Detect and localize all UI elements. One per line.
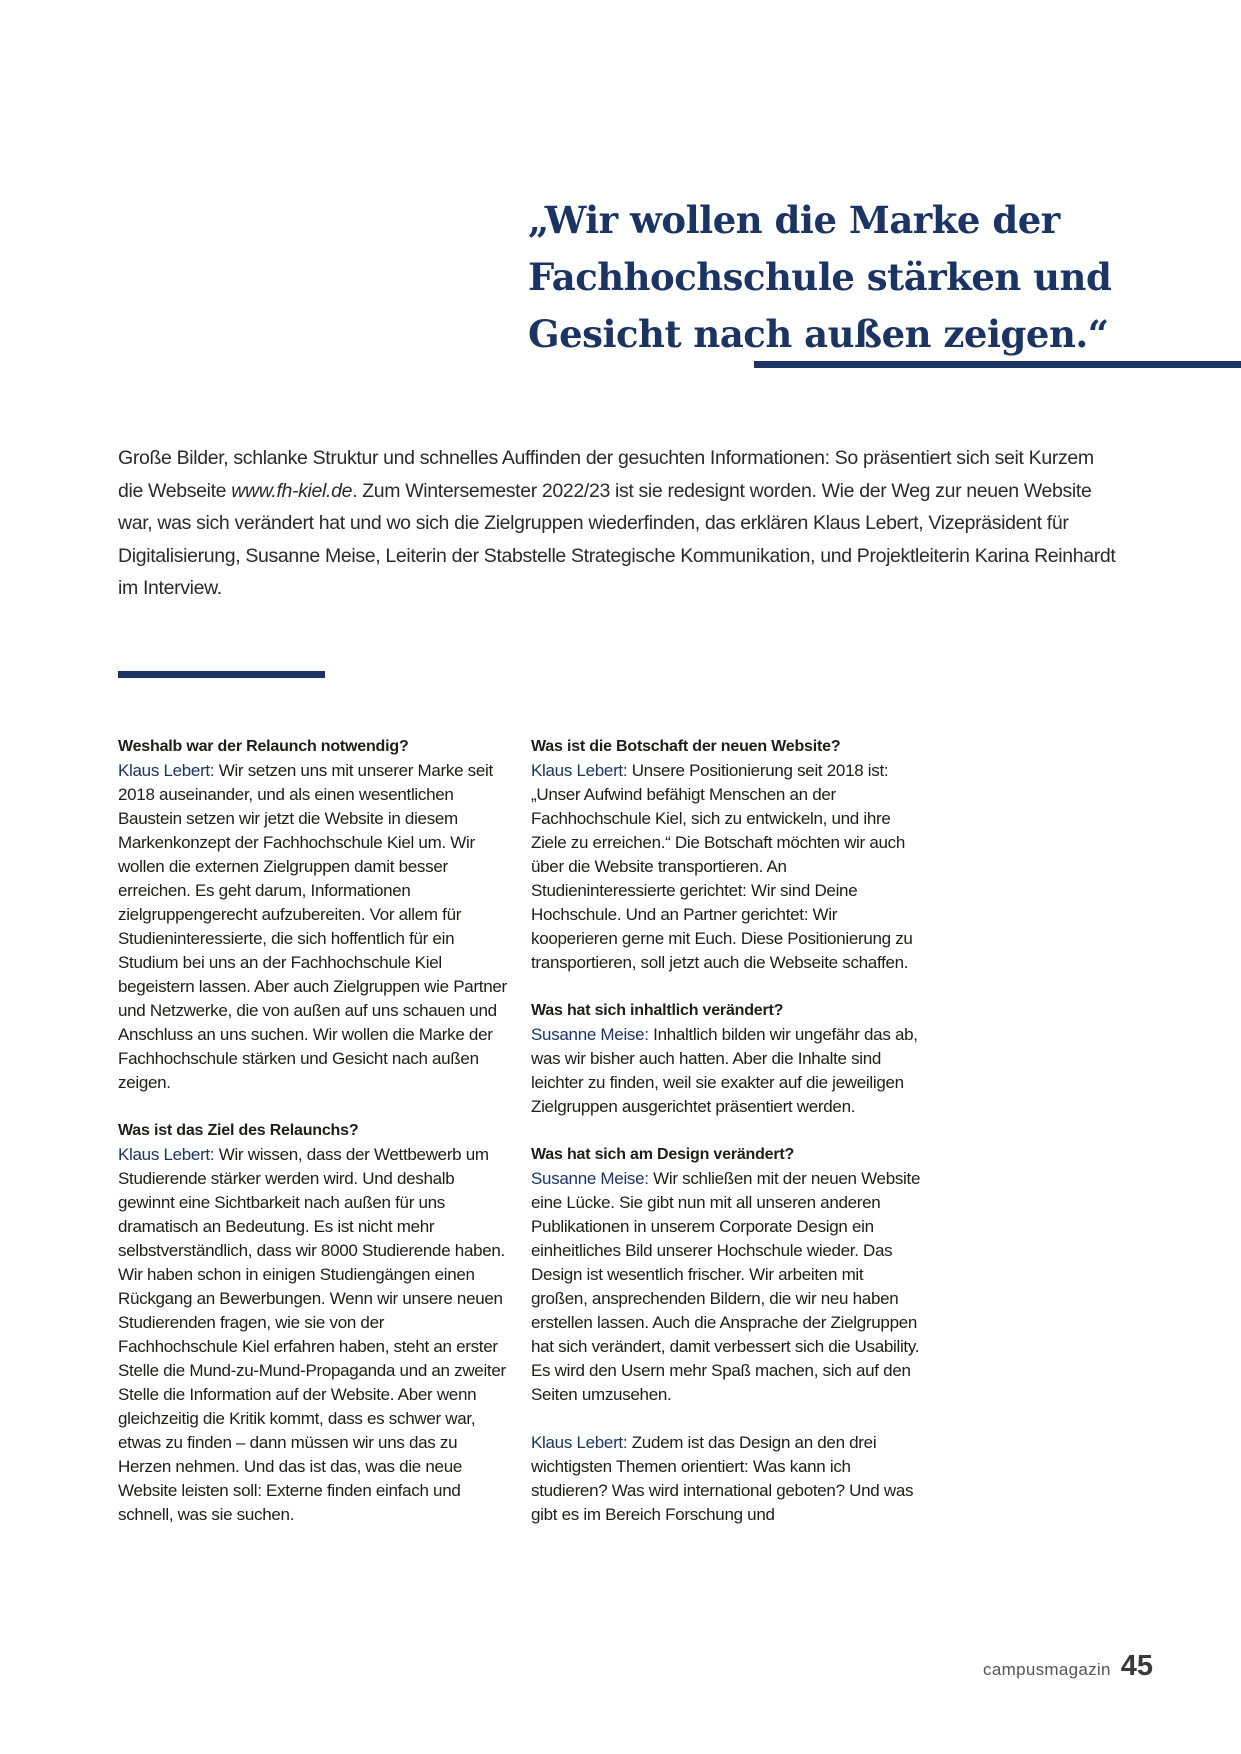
speaker-name: Klaus Lebert: — [118, 1145, 215, 1164]
answer-paragraph — [531, 1431, 921, 1527]
speaker-name: Klaus Lebert: — [118, 761, 215, 780]
section-divider — [118, 671, 325, 678]
qa-block — [531, 1431, 921, 1527]
interview-column-left — [118, 735, 508, 1551]
intro-paragraph — [118, 442, 1118, 605]
question-heading: Weshalb war der Relaunch notwendig? — [118, 738, 409, 755]
question-heading: Was hat sich am Design verändert? — [531, 1146, 795, 1163]
qa-block — [118, 1119, 508, 1527]
qa-block — [531, 1143, 921, 1407]
interview-column-right — [531, 735, 921, 1551]
qa-block — [118, 735, 508, 1095]
answer-paragraph — [531, 1167, 921, 1407]
page-footer — [983, 1650, 1153, 1683]
answer-text: Unsere Positionierung seit 2018 ist: „Unser Aufwind befähigt Menschen an der Fachhochschule Kiel, sich zu entwickeln, und ihre Ziele zu erreichen.“ Die Botschaft möchten wir auch über die Website transportieren. An Studieninteressierte gerichtet: Wir sind Deine Hochschule. Und an Partner gerichtet: Wir kooperieren gerne mit Euch. Diese Positionierung zu transportieren, soll jetzt auch die Webseite schaffen. — [531, 761, 913, 972]
page-number: 45 — [1120, 1650, 1153, 1682]
speaker-name: Klaus Lebert: — [531, 1433, 628, 1452]
intro-text-end: . Zum Wintersemester 2022/23 ist sie redesignt worden. Wie der Weg zur neuen Website war, was sich verändert hat und wo sich die Zielgruppen wiederfinden, das erklären Klaus Lebert, Vizepräsident für Digitalisierung, Susanne Meise, Leiterin der Stabstelle Strategische Kommunikation, und Projektleiterin Karina Reinhardt im Interview. — [118, 479, 1116, 599]
answer-paragraph — [531, 1023, 921, 1119]
answer-paragraph — [118, 1143, 508, 1527]
magazine-name: campusmagazin — [983, 1660, 1111, 1679]
question-heading: Was hat sich inhaltlich verändert? — [531, 1002, 784, 1019]
answer-paragraph — [531, 759, 921, 975]
intro-text-start: Große Bilder, schlanke Struktur und schnelles Auffinden der gesuchten Informationen: So präsentiert sich seit Kurzem die Webseite — [118, 447, 1094, 502]
headline-underline — [754, 361, 1241, 368]
intro-url: www.fh-kiel.de — [231, 479, 353, 502]
headline-line: „Wir wollen die Marke der — [528, 198, 1060, 242]
speaker-name: Susanne Meise: — [531, 1169, 649, 1188]
answer-text: Zudem ist das Design an den drei wichtigsten Themen orientiert: Was kann ich studieren? Was wird international geboten? Und was gibt es im Bereich Forschung und — [531, 1433, 914, 1524]
speaker-name: Klaus Lebert: — [531, 761, 628, 780]
question-heading: Was ist die Botschaft der neuen Website? — [531, 738, 841, 755]
qa-block — [531, 735, 921, 975]
headline-quote — [528, 192, 1128, 363]
qa-block — [531, 999, 921, 1119]
answer-text: Wir wissen, dass der Wettbewerb um Studierende stärker werden wird. Und deshalb gewinnt eine Sichtbarkeit nach außen für uns dramatisch an Bedeutung. Es ist nicht mehr selbstverständlich, dass wir 8000 Studierende haben. Wir haben schon in einigen Studiengängen einen Rückgang an Bewerbungen. Wenn wir unsere neuen Studierenden fragen, wie sie von der Fachhochschule Kiel erfahren haben, steht an erster Stelle die Mund-zu-Mund-Propaganda und an zweiter Stelle die Information auf der Website. Aber wenn gleichzeitig die Kritik kommt, dass es schwer war, etwas zu finden – dann müssen wir uns das zu Herzen nehmen. Und das ist das, was die neue Website leisten soll: Externe finden einfach und schnell, was sie suchen. — [118, 1145, 506, 1524]
question-heading: Was ist das Ziel des Relaunchs? — [118, 1122, 359, 1139]
answer-paragraph — [118, 759, 508, 1095]
answer-text: Wir schließen mit der neuen Website eine Lücke. Sie gibt nun mit all unseren anderen Publikationen in unserem Corporate Design ein einheitliches Bild unserer Hochschule wieder. Das Design ist wesentlich frischer. Wir arbeiten mit großen, ansprechenden Bildern, die wir neu haben erstellen lassen. Auch die Ansprache der Zielgruppen hat sich verändert, damit verbessert sich die Usability. Es wird den Usern mehr Spaß machen, sich auf den Seiten umzusehen. — [531, 1169, 921, 1404]
answer-text: Inhaltlich bilden wir ungefähr das ab, was wir bisher auch hatten. Aber die Inhalte sind leichter zu finden, weil sie exakter auf die jeweiligen Zielgruppen ausgerichtet präsentiert werden. — [531, 1025, 918, 1116]
headline-line: Gesicht nach außen zeigen.“ — [528, 312, 1109, 356]
headline-line: Fachhochschule stärken und — [528, 255, 1112, 299]
speaker-name: Susanne Meise: — [531, 1025, 649, 1044]
answer-text: Wir setzen uns mit unserer Marke seit 2018 auseinander, und als einen wesentlichen Baustein setzen wir jetzt die Website in diesem Markenkonzept der Fachhochschule Kiel um. Wir wollen die externen Zielgruppen damit besser erreichen. Es geht darum, Informationen zielgruppengerecht aufzubereiten. Vor allem für Studieninteressierte, die sich hoffentlich für ein Studium bei uns an der Fachhochschule Kiel begeistern lassen. Aber auch Zielgruppen wie Partner und Netzwerke, die von außen auf uns schauen und Anschluss an uns suchen. Wir wollen die Marke der Fachhochschule stärken und Gesicht nach außen zeigen. — [118, 761, 507, 1092]
